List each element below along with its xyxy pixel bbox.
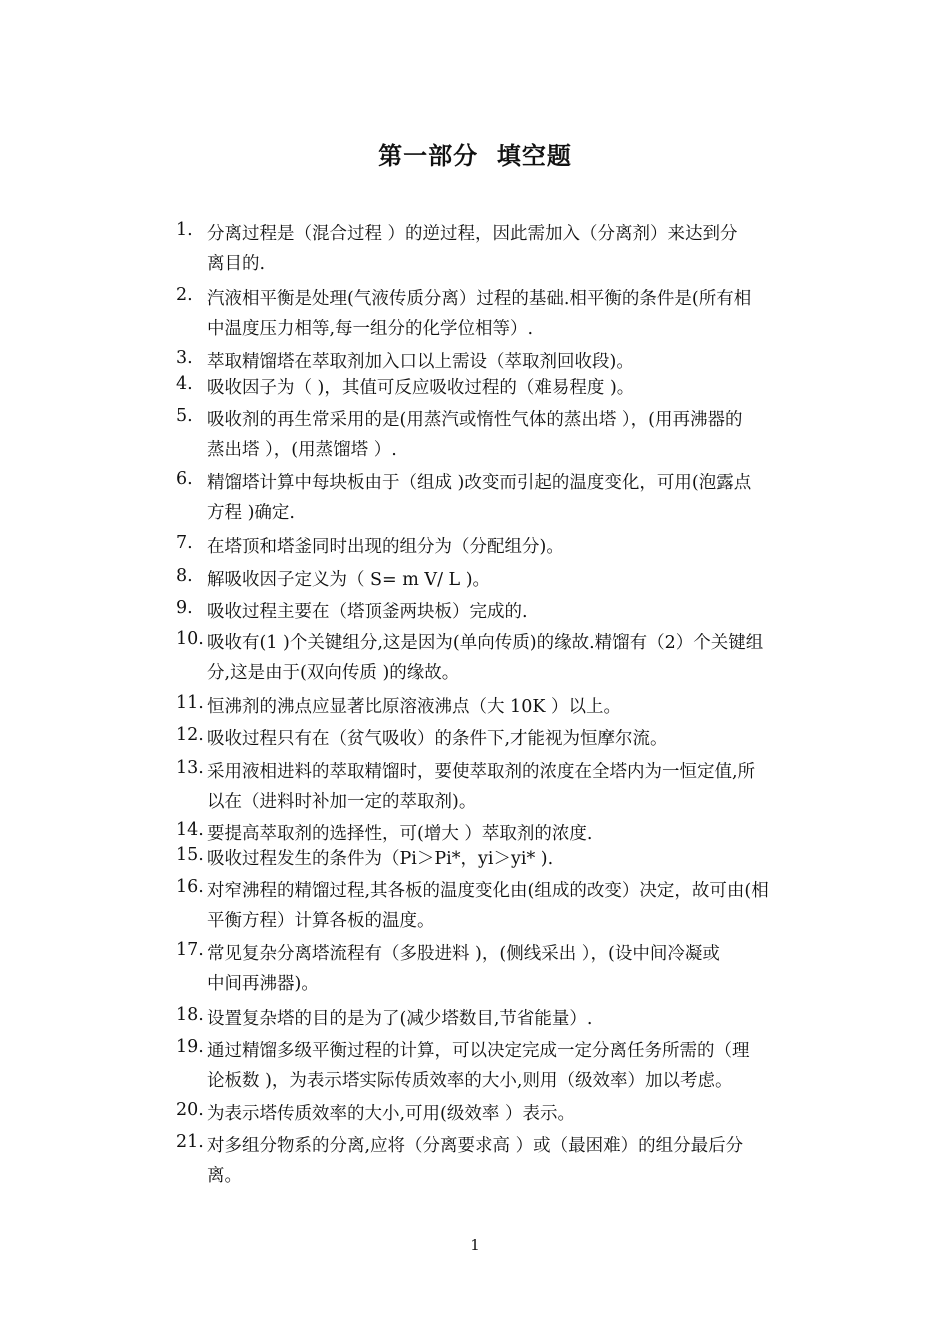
- question-number: 14.: [176, 820, 204, 840]
- question-number: 2.: [176, 285, 193, 305]
- question-text: 中温度压力相等,每一组分的化学位相等）.: [207, 319, 534, 339]
- question-text: 通过精馏多级平衡过程的计算，可以决定完成一定分离任务所需的（理: [207, 1041, 750, 1061]
- question-text: 解吸收因子定义为（ S= m V/ L )。: [207, 570, 491, 590]
- question-text: 方程 )确定.: [207, 503, 295, 523]
- question-text: 离。: [207, 1166, 242, 1186]
- question-text: 采用液相进料的萃取精馏时，要使萃取剂的浓度在全塔内为一恒定值,所: [207, 762, 756, 782]
- question-text: 吸收过程只有在（贫气吸收）的条件下,才能视为恒摩尔流。: [207, 729, 668, 749]
- page-title: 第一部分 填空题: [378, 142, 572, 170]
- question-text: 设置复杂塔的目的是为了(减少塔数目,节省能量）.: [207, 1009, 593, 1029]
- question-text: 吸收过程发生的条件为（Pi＞Pi*，yi＞yi* ).: [207, 849, 554, 869]
- question-number: 12.: [176, 725, 204, 745]
- question-number: 21.: [176, 1132, 204, 1152]
- question-text: 吸收剂的再生常采用的是(用蒸汽或惰性气体的蒸出塔 ），(用再沸器的: [207, 410, 743, 430]
- question-text: 中间再沸器)。: [207, 974, 319, 994]
- question-text: 要提高萃取剂的选择性，可(增大 ）萃取剂的浓度.: [207, 824, 593, 844]
- question-number: 7.: [176, 533, 193, 553]
- page-number: 1: [470, 1236, 480, 1254]
- question-text: 萃取精馏塔在萃取剂加入口以上需设（萃取剂回收段)。: [207, 352, 634, 372]
- question-number: 8.: [176, 566, 193, 586]
- question-number: 13.: [176, 758, 204, 778]
- question-text: 离目的.: [207, 254, 266, 274]
- question-number: 6.: [176, 469, 193, 489]
- question-number: 19.: [176, 1037, 204, 1057]
- question-text: 分离过程是（混合过程 ）的逆过程，因此需加入（分离剂）来达到分: [207, 224, 738, 244]
- question-text: 蒸出塔 ），(用蒸馏塔 ）.: [207, 440, 397, 460]
- question-number: 3.: [176, 348, 193, 368]
- question-number: 10.: [176, 629, 204, 649]
- question-text: 论板数 )，为表示塔实际传质效率的大小,则用（级效率）加以考虑。: [207, 1071, 733, 1091]
- question-text: 恒沸剂的沸点应显著比原溶液沸点（大 10K ）以上。: [207, 697, 621, 717]
- question-text: 为表示塔传质效率的大小,可用(级效率 ）表示。: [207, 1104, 575, 1124]
- question-text: 吸收过程主要在（塔顶釜两块板）完成的.: [207, 602, 528, 622]
- question-text: 汽液相平衡是处理(气液传质分离）过程的基础.相平衡的条件是(所有相: [207, 289, 752, 309]
- question-text: 对窄沸程的精馏过程,其各板的温度变化由(组成的改变）决定，故可由(相: [207, 881, 769, 901]
- question-text: 精馏塔计算中每块板由于（组成 )改变而引起的温度变化，可用(泡露点: [207, 473, 752, 493]
- question-number: 16.: [176, 877, 204, 897]
- question-text: 吸收因子为（ )，其值可反应吸收过程的（难易程度 )。: [207, 378, 635, 398]
- question-number: 1.: [176, 220, 193, 240]
- question-text: 常见复杂分离塔流程有（多股进料 )，(侧线采出 ），(设中间冷凝或: [207, 944, 720, 964]
- question-text: 分,这是由于(双向传质 )的缘故。: [207, 663, 460, 683]
- question-number: 5.: [176, 406, 193, 426]
- question-text: 吸收有(1 )个关键组分,这是因为(单向传质)的缘故.精馏有（2）个关键组: [207, 633, 764, 653]
- question-number: 9.: [176, 598, 193, 618]
- question-text: 对多组分物系的分离,应将（分离要求高 ）或（最困难）的组分最后分: [207, 1136, 744, 1156]
- question-number: 20.: [176, 1100, 204, 1120]
- question-number: 17.: [176, 940, 204, 960]
- question-text: 在塔顶和塔釜同时出现的组分为（分配组分)。: [207, 537, 564, 557]
- question-number: 4.: [176, 374, 193, 394]
- question-number: 11.: [176, 693, 204, 713]
- question-text: 以在（进料时补加一定的萃取剂)。: [207, 792, 477, 812]
- question-text: 平衡方程）计算各板的温度。: [207, 911, 435, 931]
- question-number: 18.: [176, 1005, 204, 1025]
- question-number: 15.: [176, 845, 204, 865]
